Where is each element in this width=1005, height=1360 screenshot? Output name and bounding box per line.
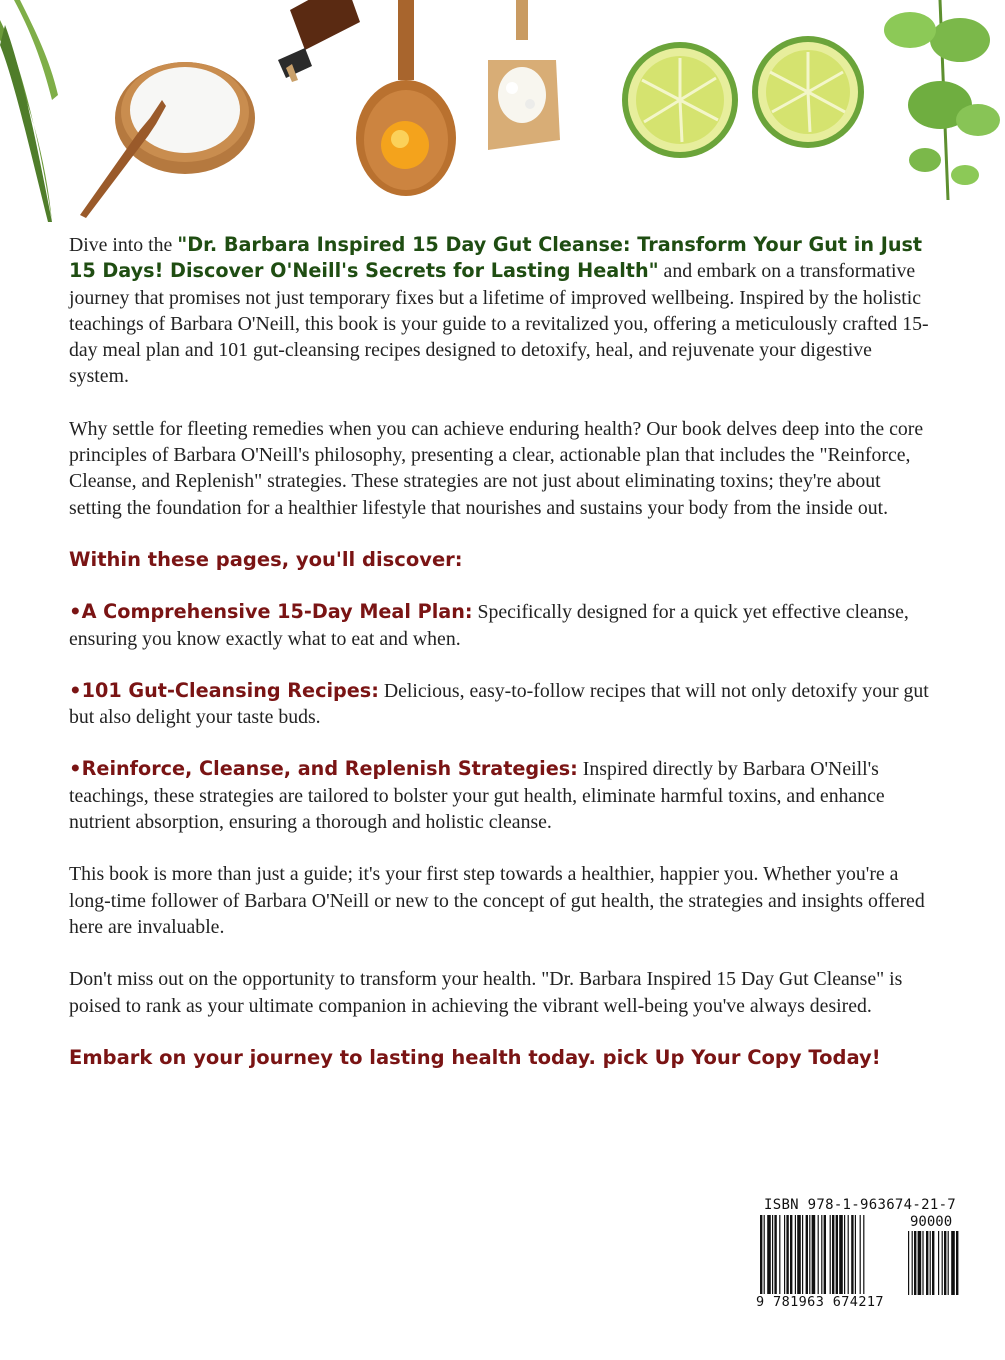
barcode-bar [836, 1215, 838, 1295]
barcode-bar [860, 1215, 861, 1295]
barcode-bar [767, 1215, 771, 1295]
ean-digits: 9 781963 674217 [756, 1294, 884, 1310]
barcode-addon-bar [914, 1231, 916, 1295]
barcode-addon-bar [942, 1231, 943, 1295]
bullet-text: Delicious, easy-to-follow recipes that will not only detoxify your gut but also delight your taste buds. [69, 679, 929, 729]
mint-sprig [884, 0, 1000, 200]
bullet-text: Specifically designed for a quick yet effective cleanse, ensuring you know exactly what to eat and when. [69, 601, 909, 650]
dont-miss-paragraph: Don't miss out on the opportunity to transform your health. "Dr. Barbara Inspired 15 Day Gut Cleanse" is poised to rank as your ultimate companion in achieving the vibrant well-being you've always desired. [69, 968, 903, 1017]
philosophy-paragraph: Why settle for fleeting remedies when you can achieve enduring health? Our book delves deep into the core principles of Barbara O'Neill's philosophy, presenting a clear, actionable plan that includes the "Reinforce, Cleanse, and Replenish" strategies. These strategies are not just about eliminating toxins; they're about setting the foundation for a healthier lifestyle that nourishes and sustains your body from the inside out. [69, 417, 924, 519]
barcode-bar [784, 1215, 785, 1295]
bullet-item-meal-plan [69, 599, 935, 652]
barcode-bar [839, 1215, 843, 1295]
barcode-addon-bar [930, 1231, 931, 1295]
barcode-bar [786, 1215, 788, 1295]
barcode-addon-bar [956, 1231, 958, 1295]
barcode-bar [774, 1215, 776, 1295]
isbn-label: ISBN 978-1-963674-21-7 [764, 1197, 957, 1213]
barcode-bar [821, 1215, 822, 1295]
coconut-milk-bowl [80, 62, 255, 218]
barcode-addon-bar [932, 1231, 934, 1295]
essential-oil-bottle [278, 0, 360, 82]
call-to-action: Embark on your journey to lasting health today. pick Up Your Copy Today! [69, 1045, 881, 1069]
barcode-bar [806, 1215, 808, 1295]
barcode-bar [790, 1215, 792, 1295]
wooden-spatula-with-coconut-flakes [488, 0, 560, 150]
bullet-icon: • [69, 757, 82, 781]
barcode-addon-bar [951, 1231, 955, 1295]
bullet-icon: • [69, 678, 82, 702]
barcode-bar [855, 1215, 856, 1295]
barcode-addon-bar [918, 1231, 922, 1295]
intro-paragraph [69, 232, 935, 390]
barcode-addon-bar [948, 1231, 949, 1295]
wooden-spoon-with-egg-yolk [356, 0, 456, 196]
price-code: 90000 [910, 1214, 953, 1230]
back-cover-description [69, 232, 935, 1071]
barcode-addon-bar [944, 1231, 946, 1295]
discover-heading: Within these pages, you'll discover: [69, 547, 463, 571]
barcode-bar [802, 1215, 803, 1295]
intro-body: and embark on a transformative journey that promises not just temporary fixes but a lifetime of improved wellbeing. Inspired by the holistic teachings of Barbara O'Neill, this book is your guide to a revitalized you, offering a meticulously crafted 15-day meal plan and 101 gut-cleansing recipes designed to detoxify, heal, and rejuvenate your digestive system. [69, 260, 929, 388]
barcode-bar [851, 1215, 853, 1295]
barcode-bar [830, 1215, 831, 1295]
barcode-bar [824, 1215, 826, 1295]
barcode-bar [832, 1215, 834, 1295]
lime-half [622, 42, 738, 158]
barcode-addon-bar [912, 1231, 913, 1295]
barcode-bar [818, 1215, 819, 1295]
barcode-addon-bar [926, 1231, 928, 1295]
barcode-bar [779, 1215, 780, 1295]
bullet-icon: • [69, 600, 82, 624]
bullet-title: Reinforce, Cleanse, and Replenish Strategies: [81, 757, 578, 781]
barcode-bar [844, 1215, 845, 1295]
bullet-title: 101 Gut-Cleansing Recipes: [81, 678, 379, 702]
barcode-bars [754, 1215, 968, 1295]
bullet-item-recipes [69, 678, 935, 731]
barcode-bar [764, 1215, 765, 1295]
book-full-title: "Dr. Barbara Inspired 15 Day Gut Cleanse: Transform Your Gut in Just 15 Days! Discover O'Neill's Secrets for Lasting Health" [69, 233, 923, 283]
bullet-item-strategies [69, 756, 935, 835]
barcode-bar [809, 1215, 810, 1295]
barcode-bar [797, 1215, 801, 1295]
intro-prefix: Dive into the [69, 234, 178, 256]
barcode-addon-bar [938, 1231, 939, 1295]
barcode-bar [795, 1215, 796, 1295]
aloe-leaf [0, 0, 58, 222]
barcode-bar [848, 1215, 849, 1295]
isbn-barcode [754, 1197, 968, 1313]
hero-ingredients-image [0, 0, 1005, 230]
barcode-bar [812, 1215, 816, 1295]
barcode-bar [863, 1215, 864, 1295]
barcode-addon-bar [908, 1231, 909, 1295]
barcode-bar [772, 1215, 773, 1295]
bullet-title: A Comprehensive 15-Day Meal Plan: [81, 600, 473, 624]
lime-half [752, 36, 864, 148]
barcode-bar [760, 1215, 762, 1295]
barcode-addon-bar [922, 1231, 923, 1295]
more-than-guide-paragraph: This book is more than just a guide; it's your first step towards a healthier, happier you. Whether you're a long-time follower of Barbara O'Neill or new to the concept of gut health, the strategies and insights offered here are invaluable. [69, 863, 925, 938]
bullet-text: Inspired directly by Barbara O'Neill's teachings, these strategies are tailored to bolster your gut health, eliminate harmful toxins, and enhance nutrient absorption, ensuring a thorough and holistic cleanse. [69, 758, 885, 834]
